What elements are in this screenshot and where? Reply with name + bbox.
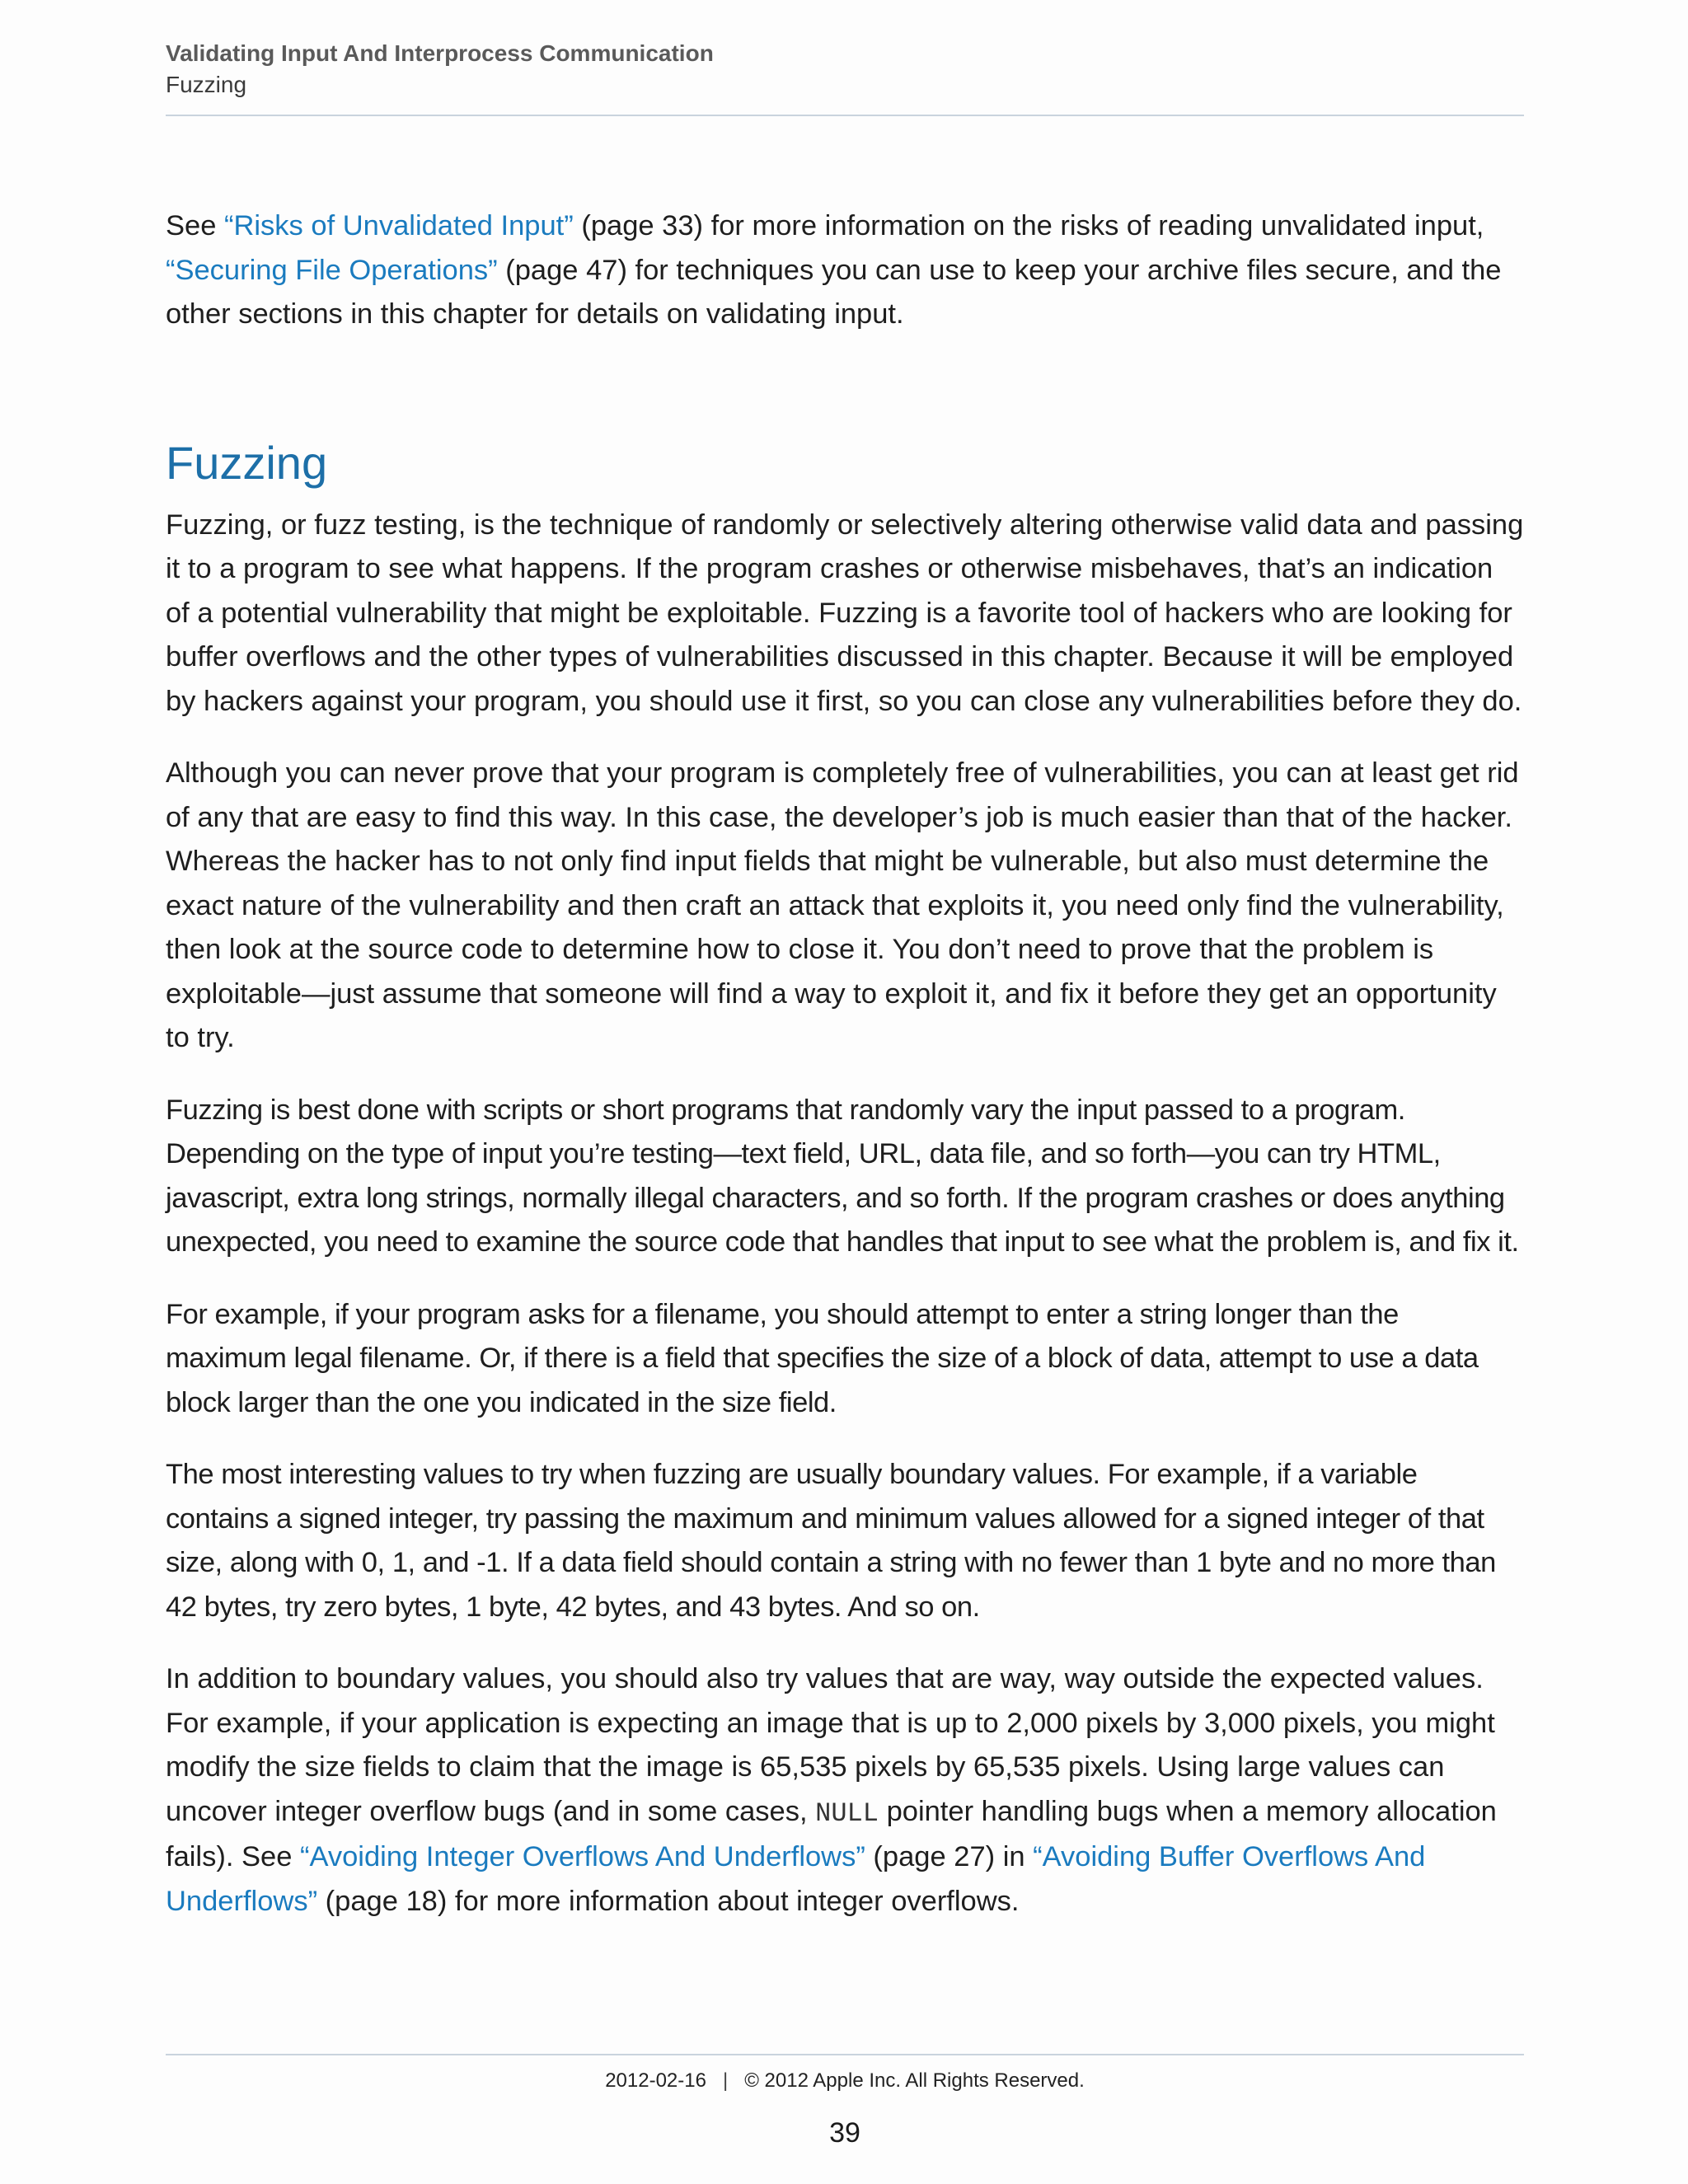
running-header	[166, 38, 1524, 101]
footer-separator: |	[722, 2069, 729, 2092]
header-divider	[166, 115, 1524, 116]
last-text-1: In addition to boundary values, you should also try values that are way, way outside the expected values. For example, if your application is expecting an image that is up to 2,000 pixels by 3,000 pixels, you might modify the size fields to claim that the image is 65,535 pixels by 65,535 pixels. Using large values can uncover integer overflow bugs (and in some cases,	[166, 1663, 1495, 1827]
footer-date: 2012-02-16	[605, 2069, 706, 2092]
section-heading-fuzzing: Fuzzing	[166, 436, 328, 489]
link-risks-of-unvalidated-input[interactable]: “Risks of Unvalidated Input”	[223, 210, 574, 241]
last-text-4: (page 18) for more information about integer overflows.	[317, 1885, 1020, 1917]
body-paragraph-last	[166, 1657, 1524, 1924]
page-content	[166, 204, 1524, 1952]
link-avoiding-integer-overflows[interactable]: “Avoiding Integer Overflows And Underflows”	[299, 1841, 865, 1872]
header-section-title: Fuzzing	[166, 72, 247, 97]
body-paragraph: Although you can never prove that your program is completely free of vulnerabilities, you can at least get rid of any that are easy to find this way. In this case, the developer’s job is much easier than that of the hacker. Whereas the hacker has to not only find input fields that might be vulnerable, but also must determine the exact nature of the vulnerability and then craft an attack that exploits it, you need only find the vulnerability, then look at the source code to determine how to close it. You don’t need to prove that the problem is exploitable—just assume that someone will find a way to exploit it, and fix it before they get an opportunity to try.	[166, 757, 1519, 1053]
intro-text-1: See	[166, 210, 224, 241]
last-text-3: (page 27) in	[865, 1841, 1034, 1872]
link-securing-file-operations[interactable]: “Securing File Operations”	[166, 254, 498, 286]
body-paragraph: For example, if your program asks for a filename, you should attempt to enter a string longer than the maximum legal filename. Or, if there is a field that specifies the size of a block of data, attempt to use a data block larger than the one you indicated in the size field.	[166, 1298, 1479, 1418]
footer	[166, 2067, 1524, 2095]
intro-text-2: (page 33) for more information on the risks of reading unvalidated input,	[573, 210, 1484, 241]
link-avoiding-buffer-overflows[interactable]: “Avoiding Buffer Overflows And Underflows”	[166, 1841, 1426, 1917]
body-paragraph: The most interesting values to try when fuzzing are usually boundary values. For example, if a variable contains a signed integer, try passing the maximum and minimum values allowed for a signed integer of that size, along with 0, 1, and -1. If a data field should contain a string with no fewer than 1 byte and no more than 42 bytes, try zero bytes, 1 byte, 42 bytes, and 43 bytes. And so on.	[166, 1459, 1496, 1623]
intro-text-3: (page 47) for techniques you can use to keep your archive files secure, and the other sections in this chapter for details on validating input.	[166, 254, 1502, 330]
header-chapter-title: Validating Input And Interprocess Communication	[166, 40, 714, 66]
footer-copyright: © 2012 Apple Inc. All Rights Reserved.	[744, 2069, 1085, 2092]
intro-paragraph	[166, 204, 1524, 337]
code-null: NULL	[815, 1797, 879, 1829]
footer-divider	[166, 2054, 1524, 2055]
page-number: 39	[829, 2117, 860, 2149]
last-text-2: pointer handling bugs when a memory allocation fails). See	[166, 1795, 1497, 1872]
body-paragraph: Fuzzing is best done with scripts or short programs that randomly vary the input passed to a program. Depending on the type of input you’re testing—text field, URL, data file, and so forth—you can try HTML, javascript, extra long strings, normally illegal characters, and so forth. If the program crashes or does anything unexpected, you need to examine the source code that handles that input to see what the problem is, and fix it.	[166, 1094, 1519, 1258]
body-paragraph: Fuzzing, or fuzz testing, is the technique of randomly or selectively altering otherwise valid data and passing it to a program to see what happens. If the program crashes or otherwise misbehaves, that’s an indication of a potential vulnerability that might be exploitable. Fuzzing is a favorite tool of hackers who are looking for buffer overflows and the other types of vulnerabilities discussed in this chapter. Because it will be employed by hackers against your program, you should use it first, so you can close any vulnerabilities before they do.	[166, 509, 1524, 717]
